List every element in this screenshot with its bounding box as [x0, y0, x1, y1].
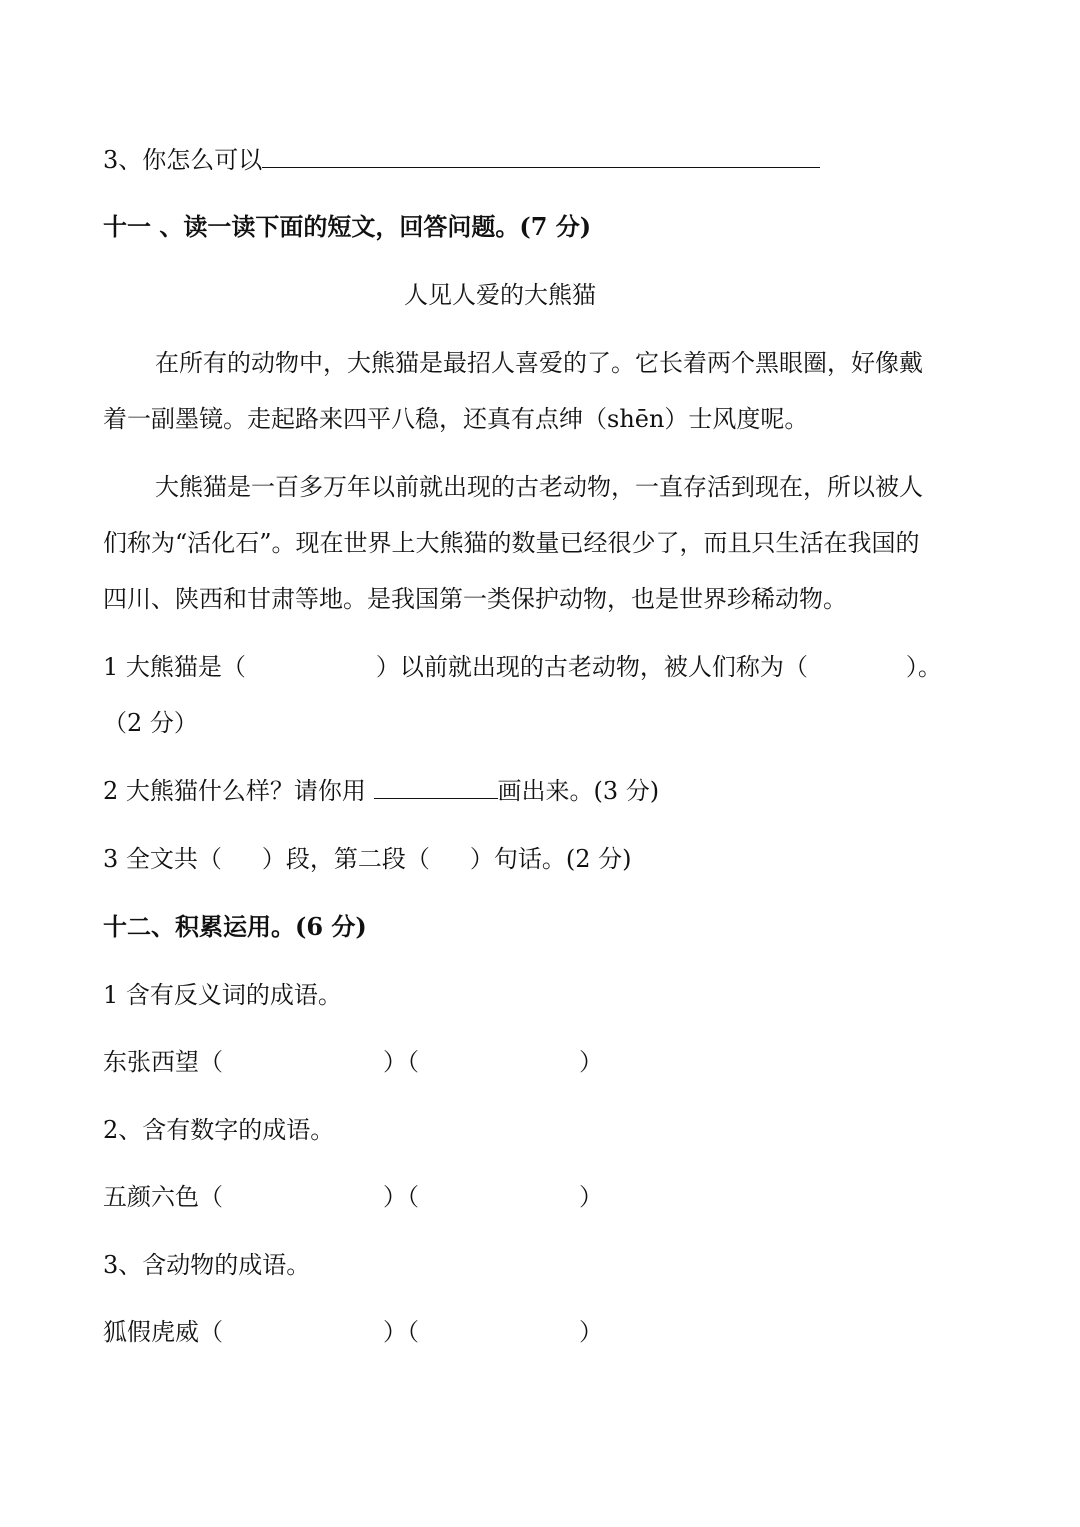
question-3	[103, 842, 632, 876]
q10-item3-text: 3、你怎么可以	[103, 146, 263, 174]
question-2	[103, 774, 659, 808]
passage-para1-line2: 着一副墨镜。走起路来四平八稳，还真有点绅（shēn）士风度呢。	[103, 405, 809, 433]
paren-mid: ）（	[383, 1048, 419, 1076]
idiom-example: 东张西望（	[103, 1048, 223, 1076]
passage-title: 人见人爱的大熊猫	[404, 281, 596, 309]
passage-para1-line1: 在所有的动物中，大熊猫是最招人喜爱的了。它长着两个黑眼圈，好像戴	[155, 349, 923, 377]
question-3-text-a: 3 全文共（	[103, 845, 222, 873]
question-2-text-a: 2 大熊猫什么样？请你用	[103, 777, 366, 805]
paren-mid: ）（	[383, 1318, 419, 1346]
idiom-example: 五颜六色（	[103, 1183, 223, 1211]
q10-item3	[103, 143, 820, 177]
section12-item1-answer	[103, 1045, 603, 1079]
section12-item3-label: 3、含动物的成语。	[103, 1251, 311, 1279]
idiom-example: 狐假虎威（	[103, 1318, 223, 1346]
answer-blank-line[interactable]	[262, 147, 820, 168]
answer-blank-line[interactable]	[374, 778, 498, 799]
section12-item1-label: 1 含有反义词的成语。	[103, 981, 342, 1009]
section12-heading: 十二、积累运用。(6 分)	[103, 912, 367, 941]
question-1-text-a: 1 大熊猫是（	[103, 653, 246, 681]
section12-item2-label: 2、含有数字的成语。	[103, 1116, 335, 1144]
paren-end: ）	[579, 1183, 603, 1211]
passage-para2-line3: 四川、陕西和甘肃等地。是我国第一类保护动物，也是世界珍稀动物。	[103, 585, 847, 613]
question-3-text-c: ）句话。(2 分)	[469, 845, 632, 873]
passage-para2-line2: 们称为“活化石”。现在世界上大熊猫的数量已经很少了，而且只生活在我国的	[103, 529, 920, 557]
question-1	[103, 650, 942, 684]
paren-mid: ）（	[383, 1183, 419, 1211]
section12-item3-answer	[103, 1315, 603, 1349]
passage-para2-line1: 大熊猫是一百多万年以前就出现的古老动物，一直存活到现在，所以被人	[155, 473, 923, 501]
question-1-text-b: ）以前就出现的古老动物，被人们称为（	[375, 653, 808, 681]
question-1-text-c: ）。	[905, 653, 942, 681]
question-2-text-b: 画出来。(3 分)	[497, 777, 660, 805]
question-3-text-b: ）段，第二段（	[261, 845, 430, 873]
section11-heading: 十一 、读一读下面的短文，回答问题。(7 分)	[103, 212, 592, 241]
section12-item2-answer	[103, 1180, 603, 1214]
paren-end: ）	[579, 1048, 603, 1076]
paren-end: ）	[579, 1318, 603, 1346]
question-1-score: （2 分）	[103, 709, 198, 737]
